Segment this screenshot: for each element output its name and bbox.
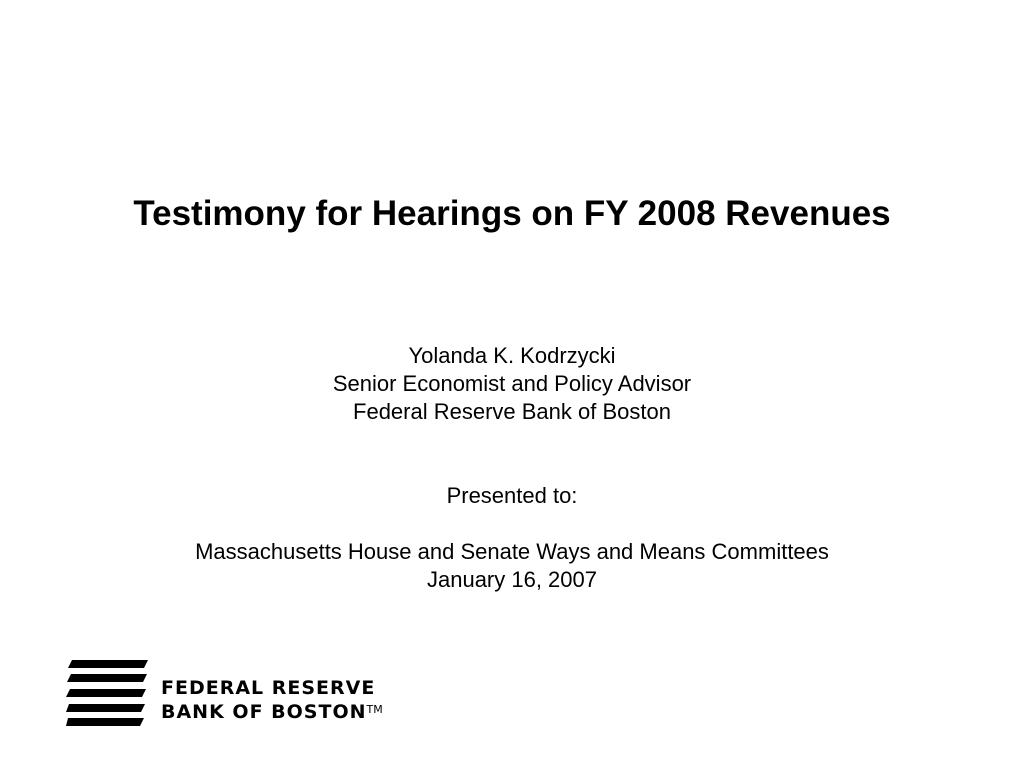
fed-boston-logo (66, 660, 406, 728)
presented-date: January 16, 2007 (426, 567, 598, 592)
spacer (0, 510, 1024, 538)
logo-stripes-icon (66, 660, 148, 726)
presented-label: Presented to: (446, 483, 578, 508)
logo-text (161, 676, 383, 724)
author-block (0, 342, 1024, 426)
logo-line-2 (161, 700, 383, 724)
author-position: Senior Economist and Policy Advisor (332, 371, 692, 396)
author-name: Yolanda K. Kodrzycki (408, 343, 616, 368)
trademark-symbol: TM (366, 703, 383, 716)
logo-line-2-text: BANK OF BOSTON (161, 701, 367, 723)
slide-title: Testimony for Hearings on FY 2008 Revenues (133, 194, 891, 233)
author-organization: Federal Reserve Bank of Boston (353, 399, 671, 424)
presented-block (0, 482, 1024, 594)
logo-line-1: FEDERAL RESERVE (161, 677, 376, 699)
presented-audience: Massachusetts House and Senate Ways and Means Committees (195, 539, 829, 564)
